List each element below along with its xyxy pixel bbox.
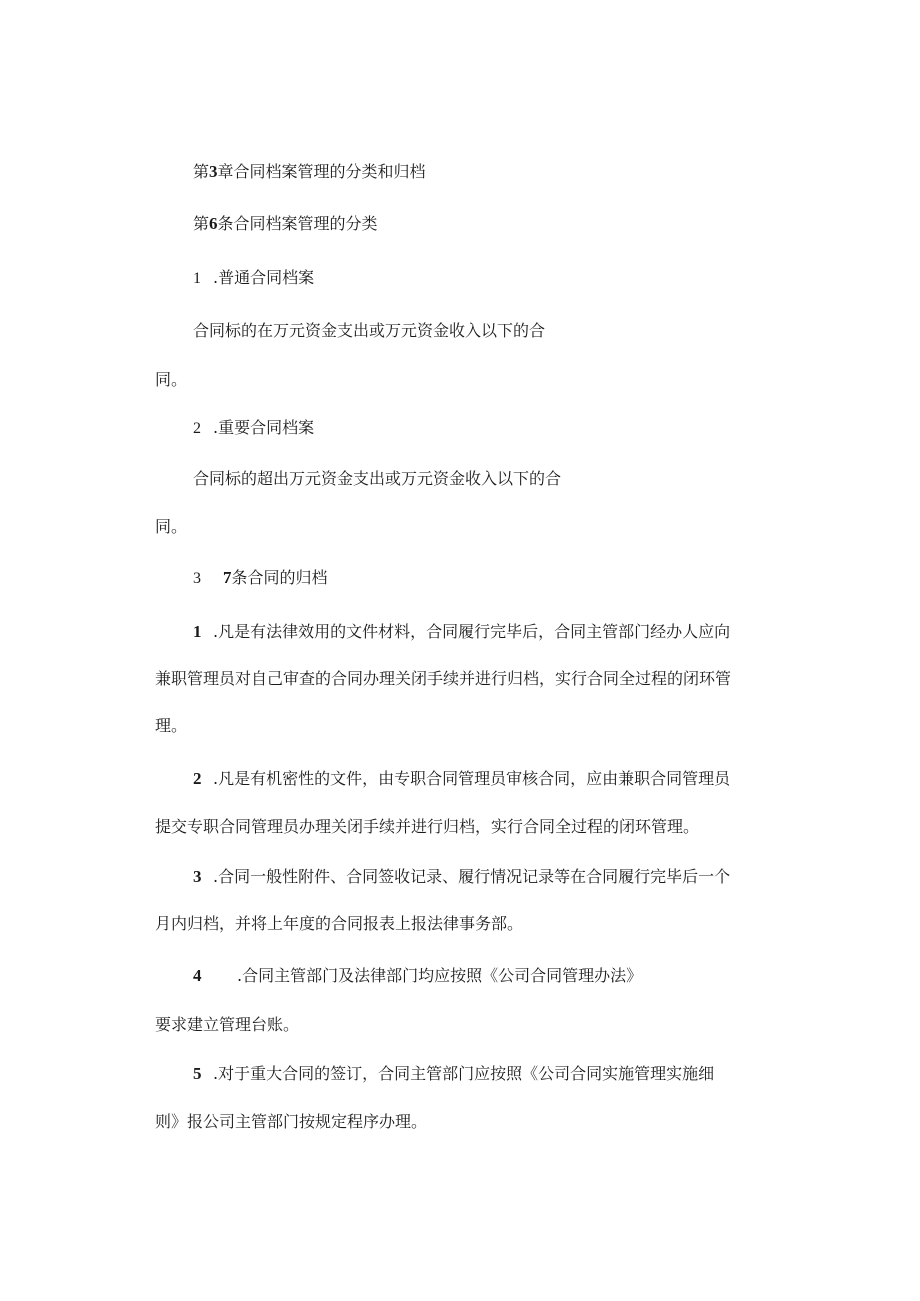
article-6-prefix: 第 xyxy=(193,214,210,233)
article-7-number-a: 3 xyxy=(193,570,201,587)
article-6-number: 6 xyxy=(209,214,218,233)
item-5-text: .对于重大合同的签订，合同主管部门应按照《公司合同实施管理实施细 xyxy=(213,1064,715,1083)
category-1-number: 1 xyxy=(193,270,201,287)
category-2-desc-line1: 合同标的超出万元资金支出或万元资金收入以下的合 xyxy=(193,469,562,488)
article-7-title: 条合同的归档 xyxy=(231,568,328,587)
category-2-number: 2 xyxy=(193,420,201,437)
category-2-desc-line2: 同。 xyxy=(155,517,188,536)
chapter-prefix: 第 xyxy=(193,162,210,181)
category-1-heading xyxy=(193,268,314,289)
item-4-line2: 要求建立管理台账。 xyxy=(155,1015,300,1034)
category-1-desc-line2: 同。 xyxy=(155,370,188,389)
item-2-line1 xyxy=(193,769,730,789)
item-1-text: .凡是有法律效用的文件材料，合同履行完毕后，合同主管部门经办人应向 xyxy=(213,622,731,641)
item-4-text: .合同主管部门及法律部门均应按照《公司合同管理办法》 xyxy=(237,966,643,985)
item-3-number: 3 xyxy=(193,867,202,886)
item-3-text: .合同一般性附件、合同签收记录、履行情况记录等在合同履行完毕后一个 xyxy=(213,867,731,886)
item-3-line2: 月内归档，并将上年度的合同报表上报法律事务部。 xyxy=(155,914,524,933)
article-6-heading xyxy=(193,214,378,234)
chapter-title: 章合同档案管理的分类和归档 xyxy=(217,162,426,181)
item-2-line2: 提交专职合同管理员办理关闭手续并进行归档，实行合同全过程的闭环管理。 xyxy=(155,817,700,836)
item-1-line3: 理。 xyxy=(155,716,188,735)
article-6-title: 条合同档案管理的分类 xyxy=(217,214,378,233)
item-1-number: 1 xyxy=(193,622,202,641)
category-1-desc-line1: 合同标的在万元资金支出或万元资金收入以下的合 xyxy=(193,321,546,340)
chapter-number: 3 xyxy=(209,162,218,181)
article-7-number-b: 7 xyxy=(223,568,232,587)
item-5-number: 5 xyxy=(193,1064,202,1083)
chapter-heading xyxy=(193,162,426,182)
item-5-line1 xyxy=(193,1064,714,1084)
item-2-number: 2 xyxy=(193,769,202,788)
item-1-line2: 兼职管理员对自己审查的合同办理关闭手续并进行归档，实行合同全过程的闭环管 xyxy=(155,669,732,688)
item-4-number: 4 xyxy=(193,966,202,985)
item-5-line2: 则》报公司主管部门按规定程序办理。 xyxy=(155,1112,428,1131)
item-1-line1 xyxy=(193,622,730,642)
category-2-heading xyxy=(193,418,314,439)
category-1-title: .普通合同档案 xyxy=(213,268,315,287)
item-4-line1 xyxy=(193,966,642,986)
category-2-title: .重要合同档案 xyxy=(213,418,315,437)
item-3-line1 xyxy=(193,867,730,887)
item-2-text: .凡是有机密性的文件，由专职合同管理员审核合同，应由兼职合同管理员 xyxy=(213,769,731,788)
article-7-heading xyxy=(193,568,328,589)
